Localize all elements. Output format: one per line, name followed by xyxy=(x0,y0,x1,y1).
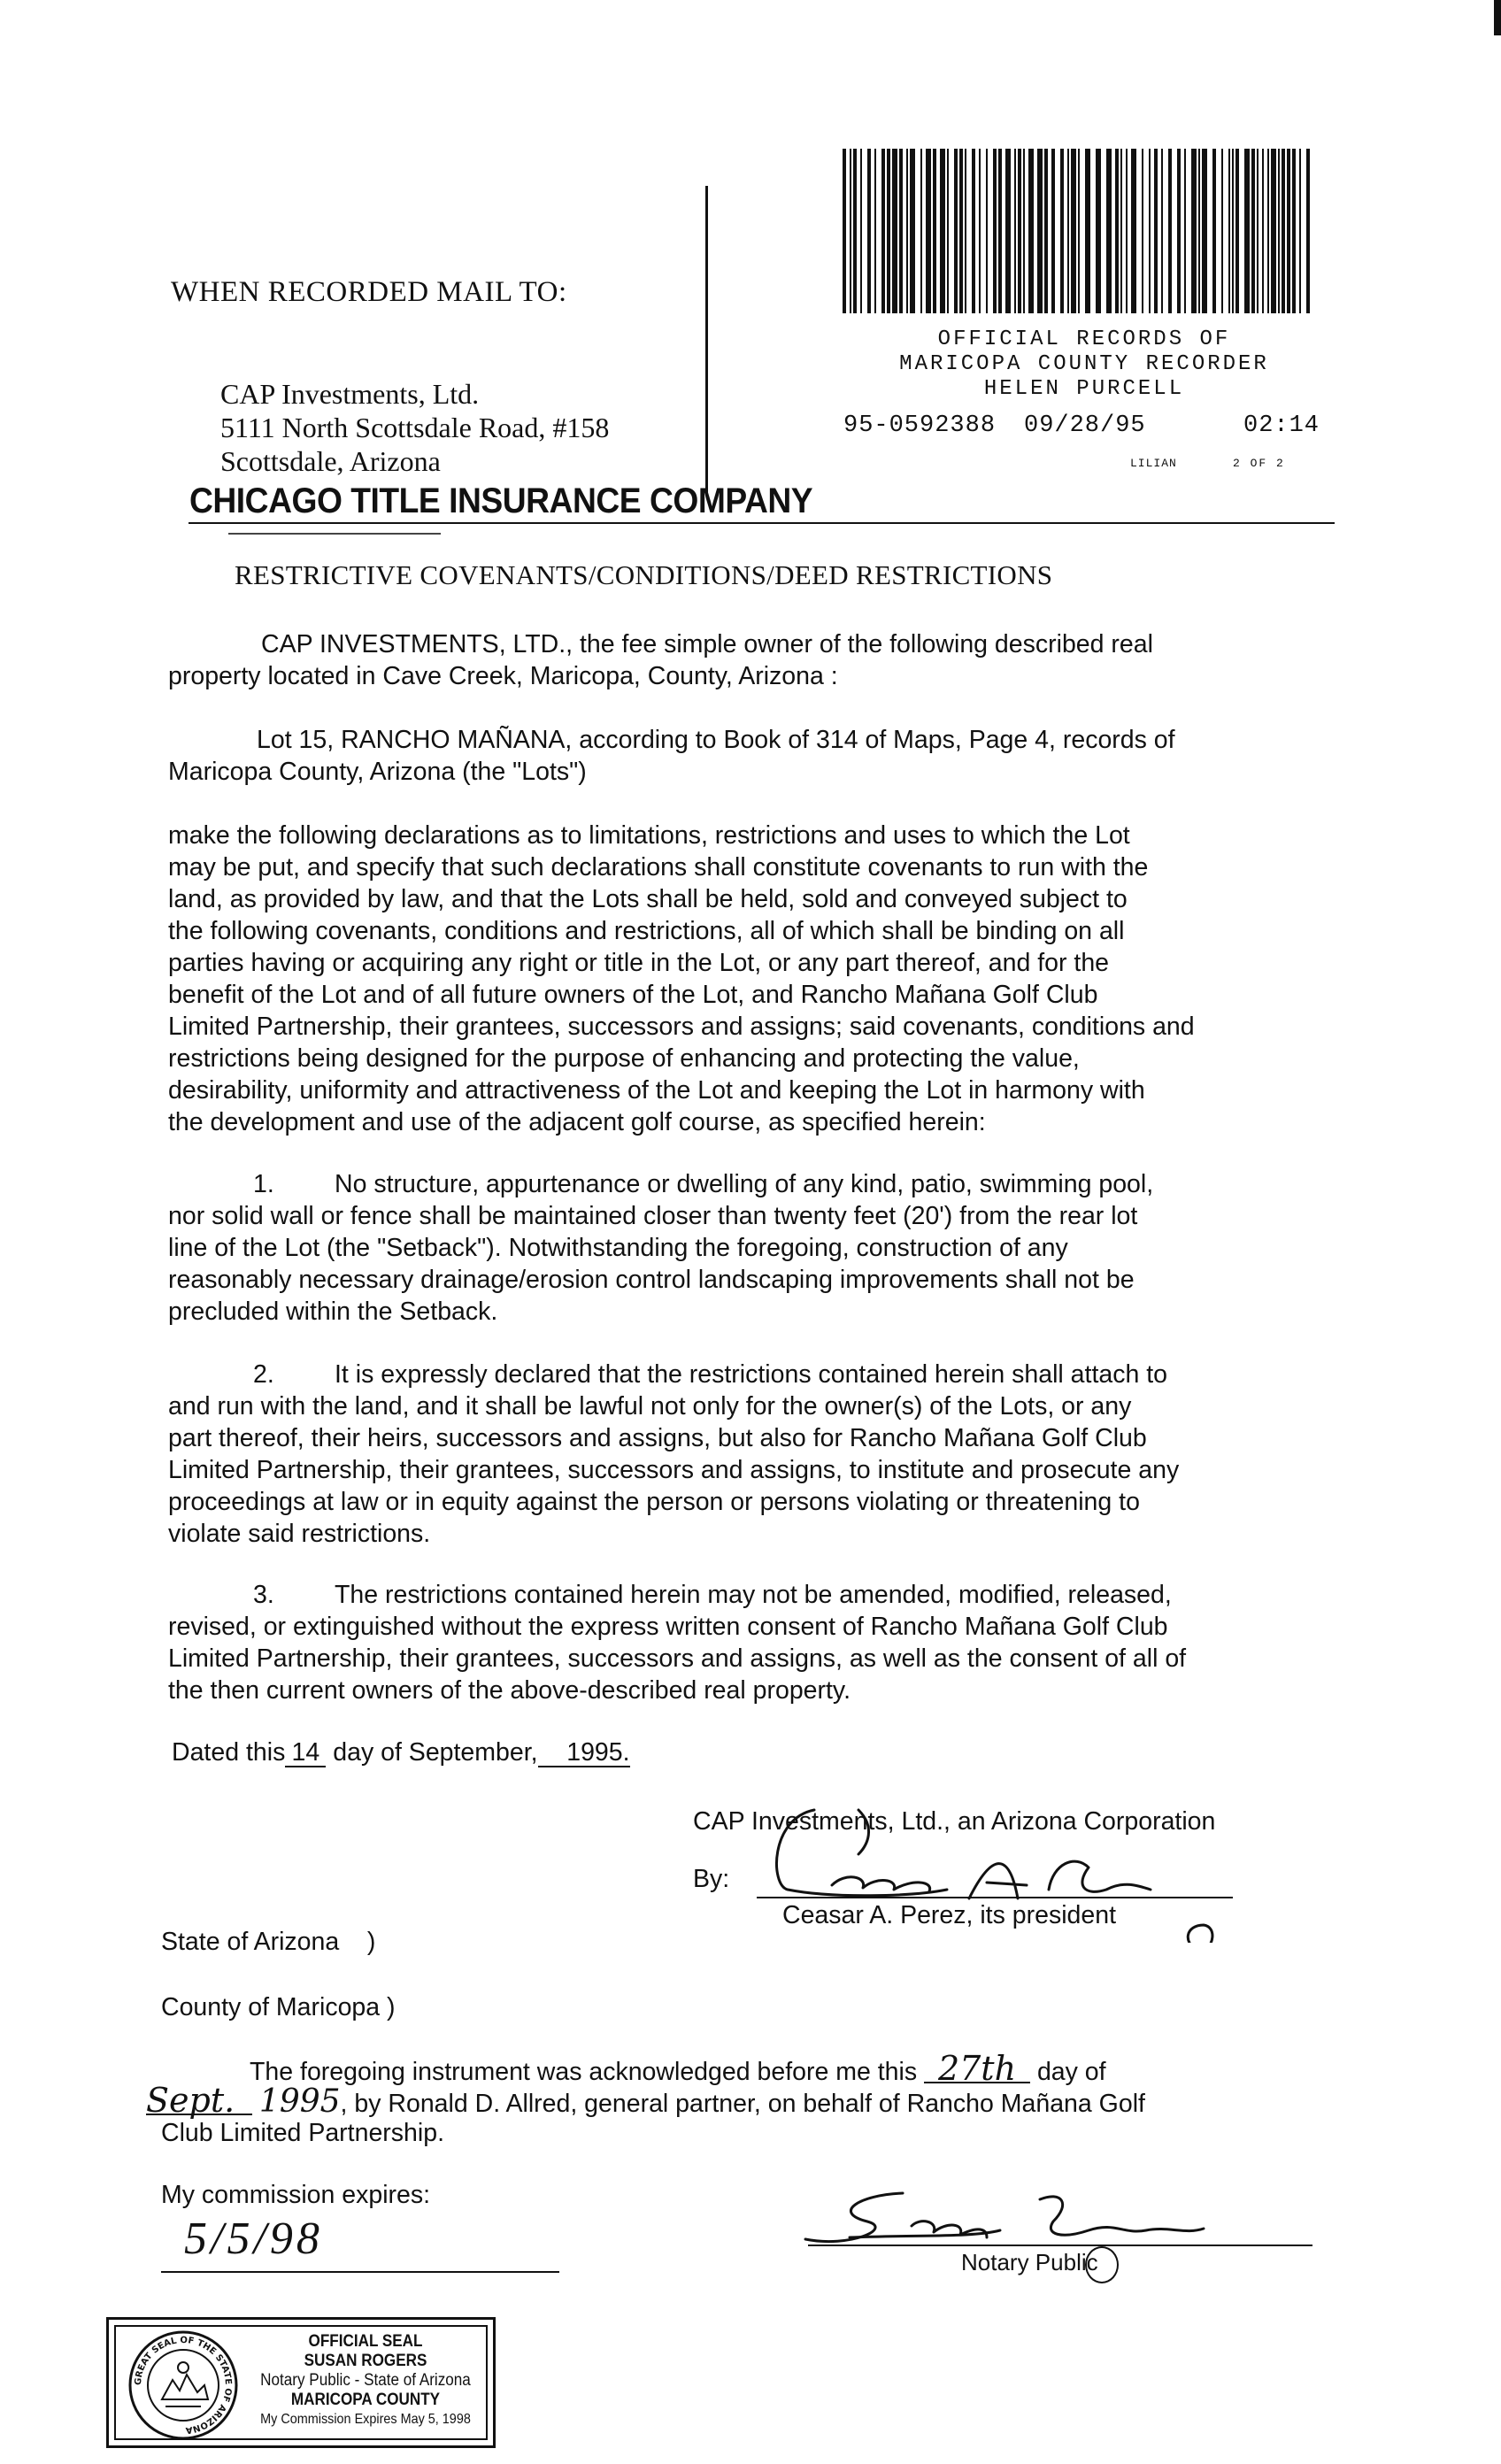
recording-date: 09/28/95 xyxy=(1024,412,1146,439)
barcode-bar xyxy=(874,149,876,313)
barcode-bar xyxy=(965,149,966,313)
ack-rest: , by Ronald D. Allred, general partner, on behalf of Rancho Mañana Golf xyxy=(340,2090,1145,2118)
barcode-bar xyxy=(972,149,975,313)
barcode-bar xyxy=(1278,149,1280,313)
barcode-bar xyxy=(850,149,851,313)
barcode-bar xyxy=(1232,149,1234,313)
barcode-bar xyxy=(1287,149,1290,313)
return-address xyxy=(220,377,609,478)
barcode-bar xyxy=(1198,149,1200,313)
barcode-bar xyxy=(998,149,1002,313)
clause-number: 2. xyxy=(253,1360,274,1389)
barcode-bar xyxy=(1131,149,1136,313)
clause-3 xyxy=(168,1579,1319,1706)
barcode-bar xyxy=(1085,149,1090,313)
barcode-bar xyxy=(1126,149,1128,313)
official-notary-seal xyxy=(106,2317,496,2448)
barcode-bar xyxy=(1251,149,1255,313)
barcode-bar xyxy=(1142,149,1143,313)
clause-line: revised, or extinguished without the express written consent of Rancho Mañana Golf Club xyxy=(168,1613,1168,1641)
barcode-bar xyxy=(1282,149,1285,313)
scan-edge-mark xyxy=(1494,0,1501,35)
ack-of: day of xyxy=(1036,2058,1106,2086)
legal-description xyxy=(168,724,1319,788)
ack-month: Sept. xyxy=(146,2087,252,2115)
clause-line: Limited Partnership, their grantees, successors and assigns, as well as the consent of all of xyxy=(168,1644,1187,1673)
clause-line: proceedings at law or in equity against the person or persons violating or threatening to xyxy=(168,1488,1140,1516)
declaration-line: land, as provided by law, and that the Lots shall be held, sold and conveyed subject to xyxy=(168,885,1128,913)
declaration-paragraph xyxy=(168,820,1319,1138)
notary-public-label: Notary Public xyxy=(961,2249,1098,2275)
recording-office-line-3: HELEN PURCELL xyxy=(983,377,1185,401)
signer-name: Ceasar A. Perez, its president xyxy=(782,1901,1117,1929)
clause-first-line: It is expressly declared that the restrictions contained herein shall attach to xyxy=(335,1360,1168,1389)
commission-label: My commission expires: xyxy=(161,2181,431,2209)
ack-year: 1995 xyxy=(258,2083,341,2120)
declaration-line: benefit of the Lot and of all future owners of the Lot, and Rancho Mañana Golf Club xyxy=(168,981,1098,1009)
barcode-bar xyxy=(887,149,890,313)
legal-line: Lot 15, RANCHO MAÑANA, according to Book of 314 of Maps, Page 4, records of xyxy=(257,726,1175,754)
barcode-bar xyxy=(993,149,997,313)
clause-first-line: No structure, appurtenance or dwelling of any kind, patio, swimming pool, xyxy=(335,1170,1154,1198)
recording-barcode xyxy=(841,149,1317,313)
signature-company-line: CAP Investments, Ltd., an Arizona Corporation xyxy=(693,1807,1216,1836)
barcode-bar xyxy=(1060,149,1064,313)
barcode-bar xyxy=(986,149,988,313)
commission-line xyxy=(161,2271,559,2273)
barcode-bar xyxy=(1149,149,1151,313)
barcode-bar xyxy=(1267,149,1269,313)
legal-line: Maricopa County, Arizona (the "Lots") xyxy=(168,758,587,786)
clause-line: precluded within the Setback. xyxy=(168,1297,498,1326)
barcode-bar xyxy=(1271,149,1276,313)
recording-time: 02:14 xyxy=(1243,412,1320,439)
barcode-bar xyxy=(1005,149,1011,313)
intro-paragraph xyxy=(168,628,1319,692)
barcode-bar xyxy=(899,149,903,313)
barcode-bar xyxy=(920,149,922,313)
clause-line xyxy=(168,1359,1319,1390)
perez-signature xyxy=(735,1801,1248,1943)
declaration-line: desirability, uniformity and attractiveness of the Lot and keeping the Lot in harmony with xyxy=(168,1076,1145,1105)
barcode-bar xyxy=(959,149,963,313)
barcode-bar xyxy=(933,149,936,313)
recording-office-line-1: OFFICIAL RECORDS OF xyxy=(937,327,1231,351)
address-line-company: CAP Investments, Ltd. xyxy=(220,378,480,410)
seal-title: OFFICIAL SEAL xyxy=(308,2332,423,2351)
barcode-bar xyxy=(843,149,846,313)
barcode-bar xyxy=(1067,149,1069,313)
clause-line: reasonably necessary drainage/erosion control landscaping improvements shall not be xyxy=(168,1266,1135,1294)
barcode-bar xyxy=(1244,149,1250,313)
barcode-bar xyxy=(1262,149,1264,313)
header-rule-short xyxy=(228,533,441,535)
declaration-line: the development and use of the adjacent golf course, as specified herein: xyxy=(168,1108,986,1136)
clause-line xyxy=(168,1168,1319,1200)
barcode-bar xyxy=(1154,149,1158,313)
barcode-bar xyxy=(860,149,862,313)
barcode-bar xyxy=(1037,149,1043,313)
barcode-bar xyxy=(853,149,857,313)
ack-day: 27th xyxy=(924,2055,1030,2083)
clause-first-line: The restrictions contained herein may not be amended, modified, released, xyxy=(335,1581,1172,1609)
seal-role: Notary Public - State of Arizona xyxy=(260,2371,471,2390)
barcode-bar xyxy=(1292,149,1296,313)
commission-date: 5/5/98 xyxy=(184,2214,323,2264)
barcode-bar xyxy=(1044,149,1048,313)
document-title: RESTRICTIVE COVENANTS/CONDITIONS/DEED RESTRICTIONS xyxy=(235,559,1053,590)
seal-expiry: My Commission Expires May 5, 1998 xyxy=(260,2412,471,2427)
barcode-bar xyxy=(1202,149,1207,313)
dated-middle: day of September, xyxy=(333,1738,538,1767)
barcode-bar xyxy=(892,149,897,313)
seal-name: SUSAN ROGERS xyxy=(304,2352,427,2370)
barcode-bar xyxy=(926,149,931,313)
barcode-bar xyxy=(1191,149,1197,313)
clause-line: violate said restrictions. xyxy=(168,1520,431,1548)
barcode-bar xyxy=(906,149,908,313)
barcode-bar xyxy=(1018,149,1021,313)
clause-1 xyxy=(168,1168,1319,1328)
header-vertical-divider xyxy=(705,186,708,496)
clause-line: and run with the land, and it shall be lawful not only for the owner(s) of the Lots, or any xyxy=(168,1392,1132,1421)
barcode-bar xyxy=(954,149,958,313)
dated-prefix: Dated this xyxy=(172,1738,286,1767)
seal-county: MARICOPA COUNTY xyxy=(290,2391,441,2409)
barcode-bar xyxy=(1051,149,1055,313)
barcode-bar xyxy=(1078,149,1080,313)
dated-day: 14 xyxy=(285,1739,326,1767)
barcode-bar xyxy=(1306,149,1310,313)
acknowledgement-line-3: Club Limited Partnership. xyxy=(161,2119,444,2147)
notary-label-scribble xyxy=(1085,2246,1119,2283)
recording-office-line-2: MARICOPA COUNTY RECORDER xyxy=(899,352,1269,376)
notary-county-line: County of Maricopa ) xyxy=(161,1993,396,2021)
declaration-line: the following covenants, conditions and restrictions, all of which shall be binding on all xyxy=(168,917,1125,945)
seal-ring-text: GREAT SEAL OF THE STATE OF ARIZONA xyxy=(133,2335,234,2436)
barcode-bar xyxy=(1221,149,1223,313)
address-line-city: Scottsdale, Arizona xyxy=(220,445,441,477)
recording-page-of: 2 OF 2 xyxy=(1233,457,1285,470)
barcode-bar xyxy=(1028,149,1034,313)
barcode-bar xyxy=(979,149,981,313)
mail-to-label: WHEN RECORDED MAIL TO: xyxy=(171,276,567,308)
recording-document-number: 95-0592388 xyxy=(843,412,997,439)
barcode-bar xyxy=(1168,149,1172,313)
barcode-bar xyxy=(1235,149,1239,313)
barcode-bar xyxy=(940,149,945,313)
dated-year: 1995. xyxy=(538,1739,630,1767)
barcode-bar xyxy=(1161,149,1163,313)
declaration-line: restrictions being designed for the purpose of enhancing and protecting the value, xyxy=(168,1044,1080,1073)
barcode-bar xyxy=(1184,149,1186,313)
barcode-bar xyxy=(1106,149,1112,313)
notary-state-line: State of Arizona ) xyxy=(161,1928,376,1956)
clause-line: part thereof, their heirs, successors and assigns, but also for Rancho Mañana Golf Club xyxy=(168,1424,1147,1452)
barcode-bar xyxy=(1177,149,1181,313)
declaration-line: may be put, and specify that such declarations shall constitute covenants to run with the xyxy=(168,853,1149,882)
barcode-bar xyxy=(1014,149,1016,313)
recording-clerk: LILIAN xyxy=(1130,457,1177,470)
declaration-line: parties having or acquiring any right or title in the Lot, or any part thereof, and for the xyxy=(168,949,1110,977)
barcode-bar xyxy=(867,149,871,313)
barcode-bar xyxy=(910,149,915,313)
barcode-bar xyxy=(1071,149,1076,313)
declaration-line: Limited Partnership, their grantees, successors and assigns; said covenants, conditions and xyxy=(168,1013,1195,1041)
acknowledgement-line-2 xyxy=(146,2081,1145,2120)
clause-line: nor solid wall or fence shall be maintained closer than twenty feet (20') from the rear lot xyxy=(168,1202,1138,1230)
barcode-bar xyxy=(1299,149,1301,313)
barcode-bar xyxy=(1120,149,1122,313)
header-rule xyxy=(189,522,1335,524)
barcode-bar xyxy=(947,149,949,313)
clause-line: the then current owners of the above-described real property. xyxy=(168,1676,851,1705)
barcode-bar xyxy=(1115,149,1119,313)
intro-line: property located in Cave Creek, Maricopa, County, Arizona : xyxy=(168,662,838,690)
seal-text-block xyxy=(254,2332,477,2429)
acknowledgement-line-1 xyxy=(250,2049,1106,2088)
ack-prefix: The foregoing instrument was acknowledged before me this xyxy=(250,2058,918,2086)
barcode-bar xyxy=(1212,149,1216,313)
barcode-bar xyxy=(1257,149,1259,313)
clause-number: 3. xyxy=(253,1581,274,1609)
clause-line xyxy=(168,1579,1319,1611)
address-line-street: 5111 North Scottsdale Road, #158 xyxy=(220,412,610,443)
declaration-line: make the following declarations as to limitations, restrictions and uses to which the Lot xyxy=(168,821,1130,850)
recording-office-block xyxy=(863,327,1305,402)
clause-line: Limited Partnership, their grantees, successors and assigns, to institute and prosecute any xyxy=(168,1456,1180,1484)
clause-number: 1. xyxy=(253,1170,274,1198)
title-company-stamp: CHICAGO TITLE INSURANCE COMPANY xyxy=(189,481,813,520)
barcode-bar xyxy=(1228,149,1230,313)
signature-by-label: By: xyxy=(693,1865,730,1893)
barcode-bar xyxy=(1023,149,1025,313)
barcode-bar xyxy=(1096,149,1101,313)
state-seal-emblem xyxy=(127,2329,240,2442)
barcode-bar xyxy=(881,149,885,313)
intro-line: CAP INVESTMENTS, LTD., the fee simple owner of the following described real xyxy=(261,630,1153,658)
clause-2 xyxy=(168,1359,1319,1550)
dated-line xyxy=(172,1736,630,1768)
clause-line: line of the Lot (the "Setback"). Notwithstanding the foregoing, construction of any xyxy=(168,1234,1068,1262)
